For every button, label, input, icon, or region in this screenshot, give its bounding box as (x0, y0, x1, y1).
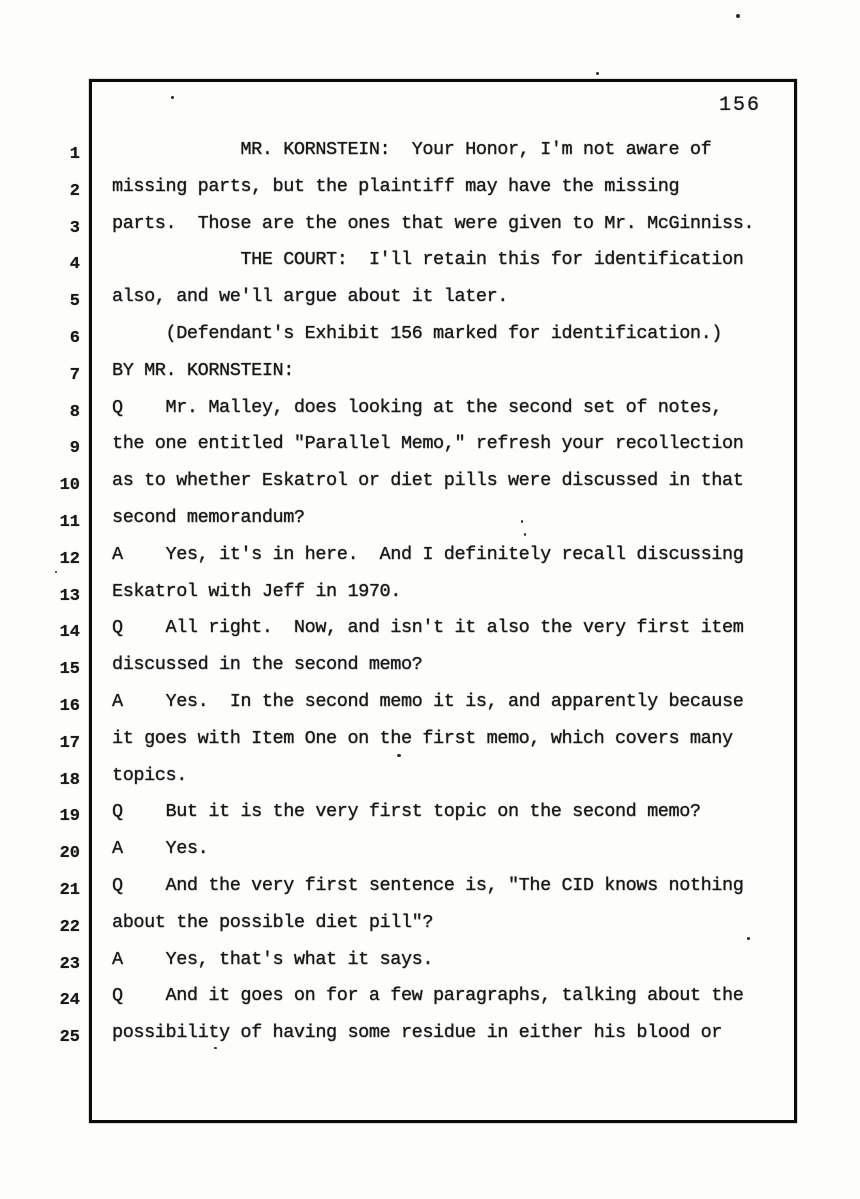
transcript-line: parts. Those are the ones that were given to Mr. McGinniss. (112, 212, 755, 234)
line-number: 8 (69, 402, 80, 422)
transcript-line: possibility of having some residue in either his blood or (112, 1022, 723, 1044)
line-number: 14 (59, 623, 80, 643)
scan-artifact (55, 571, 57, 573)
transcript-line: A Yes. (112, 838, 209, 860)
line-number: 5 (69, 292, 80, 312)
line-number: 13 (59, 586, 80, 606)
transcript-line: A Yes. In the second memo it is, and apparently because (112, 690, 744, 712)
transcript-line: BY MR. KORNSTEIN: (112, 359, 294, 381)
transcript-line: THE COURT: I'll retain this for identification (112, 249, 744, 271)
transcript-line: Q All right. Now, and isn't it also the very first item (112, 617, 744, 639)
transcript-line: Q But it is the very first topic on the second memo? (112, 801, 701, 823)
line-number: 9 (69, 439, 80, 459)
line-number-column (50, 137, 80, 1057)
line-number: 23 (59, 954, 80, 974)
transcript-line: also, and we'll argue about it later. (112, 286, 508, 308)
line-number: 24 (59, 991, 80, 1011)
scan-artifact (524, 533, 526, 536)
line-number: 22 (59, 917, 80, 937)
transcript-line: Q Mr. Malley, does looking at the second set of notes, (112, 396, 723, 418)
transcript-line: it goes with Item One on the first memo, which covers many (112, 727, 733, 749)
line-number: 12 (59, 549, 80, 569)
scan-artifact (171, 96, 174, 99)
transcript-line: missing parts, but the plaintiff may have the missing (112, 175, 680, 197)
line-number: 20 (59, 844, 80, 864)
transcript-line: as to whether Eskatrol or diet pills were discussed in that (112, 470, 744, 492)
line-number: 15 (59, 660, 80, 680)
transcript-line: second memorandum? (112, 506, 305, 528)
scan-artifact (596, 72, 599, 75)
transcript-line: A Yes, that's what it says. (112, 948, 434, 970)
scan-artifact (521, 520, 523, 523)
scan-artifact (397, 754, 401, 757)
line-number: 4 (69, 255, 80, 275)
line-number: 1 (69, 145, 80, 164)
line-number: 17 (59, 733, 80, 753)
line-number: 3 (69, 218, 80, 238)
transcript-line: the one entitled "Parallel Memo," refresh your recollection (112, 433, 744, 455)
transcript-line: discussed in the second memo? (112, 654, 423, 676)
transcript-line: topics. (112, 764, 187, 786)
transcript-line: (Defendant's Exhibit 156 marked for identification.) (112, 322, 723, 344)
line-number: 18 (59, 770, 80, 790)
line-number: 25 (59, 1028, 80, 1048)
line-number: 10 (59, 476, 80, 496)
transcript-line: MR. KORNSTEIN: Your Honor, I'm not aware of (112, 139, 712, 160)
scan-artifact (736, 14, 740, 18)
transcript-line: Eskatrol with Jeff in 1970. (112, 580, 401, 602)
line-number: 21 (59, 880, 80, 900)
line-number: 2 (69, 181, 80, 201)
page-number: 156 (719, 94, 762, 117)
line-number: 16 (59, 696, 80, 716)
line-number: 6 (69, 328, 80, 348)
transcript-line: Q And the very first sentence is, "The CID knows nothing (112, 874, 744, 896)
scan-artifact (214, 1047, 217, 1049)
scan-artifact (747, 937, 750, 940)
transcript-line: about the possible diet pill"? (112, 911, 434, 933)
transcript-line: Q And it goes on for a few paragraphs, talking about the (112, 985, 744, 1007)
transcript-line: A Yes, it's in here. And I definitely recall discussing (112, 543, 744, 565)
line-number: 11 (59, 512, 80, 532)
transcript-lines (112, 132, 812, 1052)
line-number: 19 (59, 807, 80, 827)
line-number: 7 (69, 365, 80, 385)
